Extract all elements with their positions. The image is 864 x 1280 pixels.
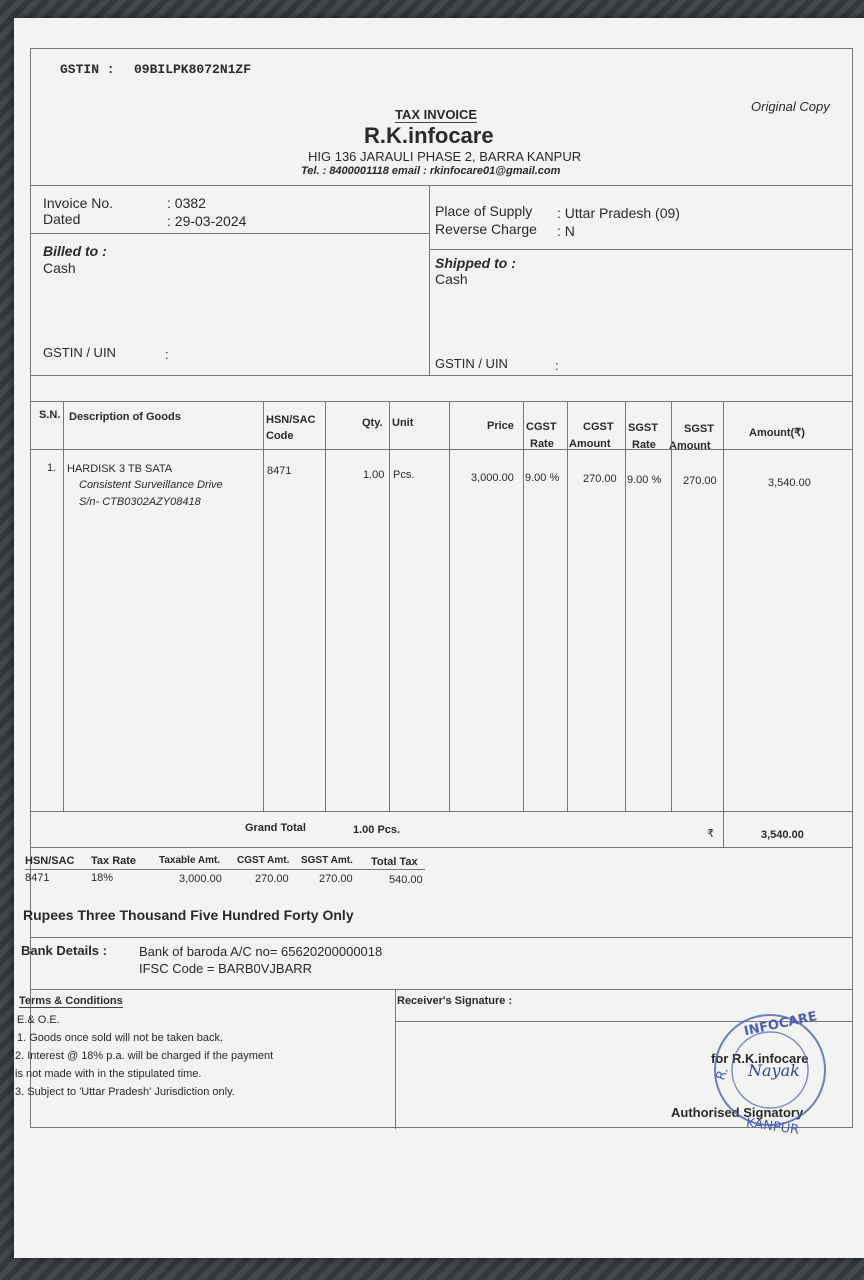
invoice-frame — [15, 48, 853, 1128]
summary-total-header: Total Tax — [371, 856, 418, 868]
rupee-symbol: ₹ — [707, 828, 714, 840]
bank-label: Bank Details : — [21, 943, 107, 958]
terms-title: Terms & Conditions — [19, 995, 123, 1007]
grand-total-qty: 1.00 Pcs. — [353, 824, 401, 836]
summary-taxable: 3,000.00 — [179, 873, 222, 885]
item-serial: S/n- CTB0302AZY08418 — [79, 496, 201, 508]
amount-in-words: Rupees Three Thousand Five Hundred Forty Only — [23, 907, 354, 923]
stamp-top-text: INFOCARE — [742, 1009, 819, 1040]
shipped-gstin-colon: : — [555, 358, 559, 373]
col-sgst-rate-sub: Rate — [632, 439, 656, 451]
summary-rate-header: Tax Rate — [91, 855, 137, 867]
item-qty: 1.00 — [363, 469, 385, 481]
billed-to-label: Billed to : — [43, 243, 107, 259]
billed-gstin-label: GSTIN / UIN — [43, 345, 116, 360]
stamp-bottom-text: KANPUR — [745, 1115, 801, 1138]
item-sgst-amount: 270.00 — [683, 475, 717, 487]
col-cgst-amount: CGST — [583, 421, 614, 433]
col-description: Description of Goods — [69, 411, 181, 423]
summary-cgst: 270.00 — [255, 873, 289, 885]
item-description-2: Consistent Surveillance Drive — [79, 479, 223, 491]
authorised-signatory: Authorised Signatory — [671, 1105, 804, 1120]
terms-eoe: E.& O.E. — [17, 1014, 60, 1026]
copy-label: Original Copy — [751, 99, 830, 114]
col-sgst-rate: SGST — [628, 422, 658, 434]
dated-label: Dated — [43, 211, 81, 227]
company-address: HIG 136 JARAULI PHASE 2, BARRA KANPUR — [308, 149, 582, 164]
billed-to-name: Cash — [43, 260, 76, 276]
gstin-label: GSTIN : — [60, 62, 115, 77]
reverse-label: Reverse Charge — [435, 221, 537, 237]
stamp-left-text: R. — [713, 1065, 732, 1083]
summary-rate: 18% — [91, 872, 114, 884]
doc-type: TAX INVOICE — [395, 107, 478, 122]
summary-sgst: 270.00 — [319, 873, 353, 885]
terms-2a: 2. Interest @ 18% p.a. will be charged if the payment — [15, 1050, 274, 1062]
col-hsn: HSN/SAC — [266, 414, 316, 426]
item-cgst-amount: 270.00 — [583, 473, 617, 485]
grand-total-amount: 3,540.00 — [761, 829, 804, 841]
receiver-signature-label: Receiver's Signature : — [397, 995, 513, 1007]
item-amount: 3,540.00 — [768, 477, 811, 489]
shipped-to-name: Cash — [435, 271, 468, 287]
invoice-sheet — [14, 18, 864, 1258]
company-name: R.K.infocare — [364, 123, 494, 148]
col-sgst-amount: SGST — [684, 423, 714, 435]
col-cgst-rate: CGST — [526, 421, 557, 433]
summary-cgst-header: CGST Amt. — [237, 855, 290, 866]
place-label: Place of Supply — [435, 203, 533, 219]
invoice-no: : 0382 — [167, 195, 206, 211]
item-price: 3,000.00 — [471, 472, 514, 484]
item-description: HARDISK 3 TB SATA — [67, 463, 173, 475]
col-hsn-code: Code — [266, 430, 294, 442]
shipped-gstin-label: GSTIN / UIN — [435, 356, 508, 371]
bank-account: Bank of baroda A/C no= 65620200000018 — [139, 944, 383, 959]
item-sgst-rate: 9.00 % — [627, 474, 662, 486]
col-qty: Qty. — [362, 417, 383, 429]
place-of-supply: : Uttar Pradesh (09) — [557, 205, 680, 221]
terms-2b: is not made with in the stipulated time. — [15, 1068, 202, 1080]
invoice-no-label: Invoice No. — [43, 195, 114, 211]
item-sn: 1. — [47, 462, 57, 474]
item-unit: Pcs. — [393, 469, 415, 481]
stamp-signature: Nayak — [748, 1061, 800, 1080]
company-stamp — [710, 1008, 830, 1138]
col-cgst-amount-sub: Amount — [569, 438, 611, 450]
reverse-charge: : N — [557, 223, 575, 239]
col-sn: S.N. — [39, 409, 61, 421]
signatory-for: for R.K.infocare — [711, 1051, 809, 1066]
col-unit: Unit — [392, 417, 414, 429]
summary-hsn-header: HSN/SAC — [25, 855, 75, 867]
seller-gstin: 09BILPK8072N1ZF — [134, 62, 252, 77]
grand-total-label: Grand Total — [245, 822, 306, 834]
billed-gstin-colon: : — [165, 347, 169, 362]
shipped-to-label: Shipped to : — [435, 255, 516, 271]
col-amount: Amount(₹) — [749, 427, 805, 439]
summary-sgst-header: SGST Amt. — [301, 855, 353, 866]
summary-total: 540.00 — [389, 874, 423, 886]
col-sgst-amount-sub: Amount — [669, 440, 711, 452]
invoice-date: : 29-03-2024 — [167, 213, 247, 229]
terms-1: 1. Goods once sold will not be taken back. — [17, 1032, 224, 1044]
item-hsn: 8471 — [267, 465, 292, 477]
summary-taxable-header: Taxable Amt. — [159, 855, 221, 866]
col-cgst-rate-sub: Rate — [530, 438, 554, 450]
item-cgst-rate: 9.00 % — [525, 472, 560, 484]
summary-hsn: 8471 — [25, 872, 50, 884]
terms-3: 3. Subject to 'Uttar Pradesh' Jurisdiction only. — [15, 1086, 235, 1098]
bank-ifsc: IFSC Code = BARB0VJBARR — [139, 961, 313, 976]
col-price: Price — [487, 420, 514, 432]
company-contact: Tel. : 8400001118 email : rkinfocare01@gmail.com — [301, 165, 561, 177]
